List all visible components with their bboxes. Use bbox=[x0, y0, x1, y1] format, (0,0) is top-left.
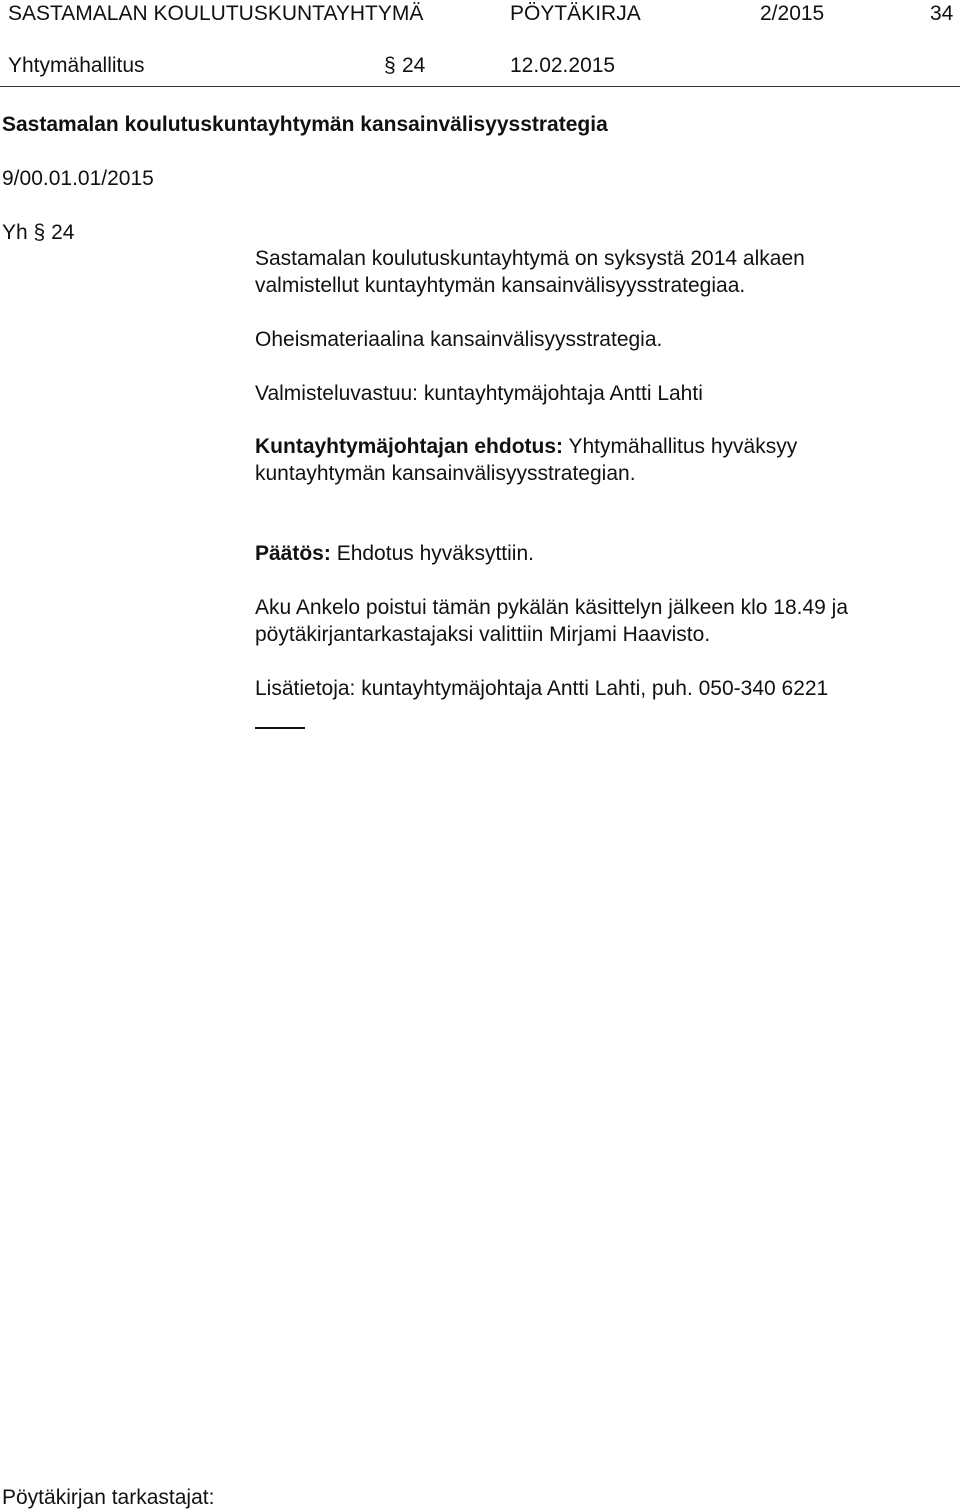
meeting-date: 12.02.2015 bbox=[510, 54, 616, 77]
document-title: Sastamalan koulutuskuntayhtymän kansainvälisyysstrategia bbox=[2, 113, 608, 136]
section-ref-prefix: Yh bbox=[2, 221, 28, 244]
governing-body: Yhtymähallitus bbox=[8, 54, 145, 77]
decision-label: Päätös: bbox=[255, 542, 331, 565]
decision-text: Ehdotus hyväksyttiin. bbox=[330, 542, 534, 565]
organization-name: SASTAMALAN KOULUTUSKUNTAYHTYMÄ bbox=[8, 2, 424, 25]
proposal-text: Yhtymähallitus hyväksyy bbox=[563, 435, 798, 458]
section-ref-symbol: § bbox=[33, 221, 46, 244]
proposal-line-2: kuntayhtymän kansainvälisyysstrategian. bbox=[255, 462, 636, 485]
document-type: PÖYTÄKIRJA bbox=[510, 2, 641, 25]
proposal-line-1 bbox=[255, 433, 797, 461]
record-id: 9/00.01.01/2015 bbox=[2, 167, 154, 190]
paragraph-2: Oheismateriaalina kansainvälisyysstrategia. bbox=[255, 328, 663, 351]
page-number: 34 bbox=[930, 2, 954, 25]
reviewers-label: Pöytäkirjan tarkastajat: bbox=[2, 1486, 215, 1509]
note-line-2: pöytäkirjantarkastajaksi valittiin Mirjami Haavisto. bbox=[255, 623, 711, 646]
document-number: 2/2015 bbox=[760, 2, 825, 25]
section-number: 24 bbox=[402, 54, 426, 77]
section-reference bbox=[2, 219, 74, 247]
note-line-1: Aku Ankelo poistui tämän pykälän käsittelyn jälkeen klo 18.49 ja bbox=[255, 596, 849, 619]
contact-line: Lisätietoja: kuntayhtymäjohtaja Antti Lahti, puh. 050-340 6221 bbox=[255, 677, 829, 700]
header-divider bbox=[0, 86, 960, 87]
decision-line bbox=[255, 540, 534, 568]
signature-divider bbox=[255, 727, 305, 729]
paragraph-1-line-1: Sastamalan koulutuskuntayhtymä on syksystä 2014 alkaen bbox=[255, 247, 805, 270]
section-symbol: § bbox=[384, 54, 396, 77]
paragraph-1-line-2: valmistellut kuntayhtymän kansainvälisyysstrategiaa. bbox=[255, 274, 746, 297]
preparer-line: Valmisteluvastuu: kuntayhtymäjohtaja Antti Lahti bbox=[255, 382, 703, 405]
section-ref-number: 24 bbox=[51, 221, 75, 244]
proposal-label: Kuntayhtymäjohtajan ehdotus: bbox=[255, 435, 564, 458]
